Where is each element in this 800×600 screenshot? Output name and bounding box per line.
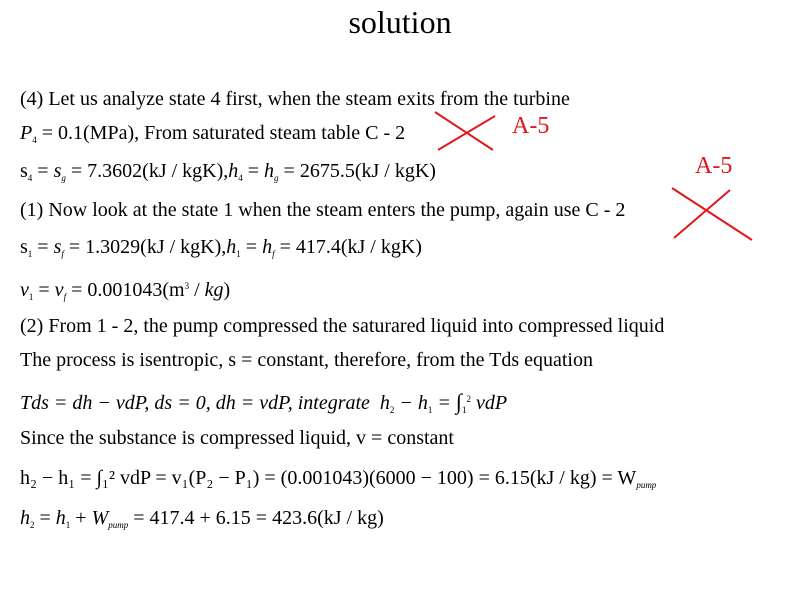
v1-value: 0.001043(m	[87, 279, 185, 301]
h2-result-value: = 417.4 + 6.15 = 423.6(kJ / kg)	[133, 507, 384, 529]
line-state4-intro: (4) Let us analyze state 4 first, when the steam exits from the turbine	[20, 88, 570, 110]
line-v1: $v_1 = v_f = 0.001043(m^3 / kg)$	[20, 279, 231, 302]
line-compressed-liquid: Since the substance is compressed liquid, v = constant	[20, 427, 454, 449]
line-s1-h1: $s_1 = s_f = 1.3029(kJ / kgK),h_1 = h_f = 417.4(kJ / kgK)$	[20, 236, 422, 259]
line-pump-process: (2) From 1 - 2, the pump compressed the saturared liquid into compressed liquid	[20, 315, 665, 337]
s4-value: 7.3602(kJ / kgK),	[87, 160, 229, 182]
line-s4-h4: $s_4 = s_g = 7.3602(kJ / kgK),h_4 = h_g = 2675.5(kJ / kgK)$	[20, 160, 436, 183]
steam-table-text: From saturated steam table	[144, 122, 361, 144]
crossed-table-ref: C - 2	[365, 122, 406, 144]
line-pump-work: h₂ − h₁ = ∫₁² vdP = $v_1(P_2 - P_1) = (0.001043)(6000 - 100) = 6.15(kJ / kg) = W_{pump}$	[20, 467, 657, 490]
s1-value: 1.3029(kJ / kgK),	[85, 236, 227, 258]
line-isentropic: The process is isentropic, s = constant, therefore, from the Tds equation	[20, 349, 593, 371]
state1-text: (1) Now look at the state 1 when the steam enters the pump, again use	[20, 199, 581, 221]
line-state1-intro	[20, 196, 625, 224]
line-h2-result: $h_2 = h_1 + W_{pump} = 417.4 + 6.15 = 423.6(kJ / kg)$	[20, 507, 384, 530]
p4-value: 0.1(MPa),	[58, 122, 140, 144]
annotation-a5-1: A-5	[512, 113, 550, 139]
line-p4: $P_4 = 0.1(MPa)$, From saturated steam table C - 2	[20, 122, 406, 145]
annotation-a5-2: A-5	[695, 153, 733, 179]
h1-value: 417.4(kJ / kgK)	[295, 236, 422, 258]
slide-title: solution	[348, 4, 452, 40]
crossed-table-ref-2: C - 2	[585, 199, 626, 221]
strike-mark-2	[672, 188, 752, 240]
line-tds-equation: Tds = dh − vdP, ds = 0, dh = vdP, integrate $h_2 - h_1 = \int_1^2$ vdP	[20, 389, 508, 415]
h4-value: 2675.5(kJ / kgK)	[299, 160, 436, 182]
strike-mark-1	[435, 112, 495, 152]
pump-work-equation: h₂ − h₁ = ∫₁² vdP = v₁(P₂ − P₁) = (0.001043)(6000 − 100) = 6.15(kJ / kg) = W	[20, 467, 637, 489]
tds-text: Tds = dh − vdP, ds = 0, dh = vdP, integrate	[20, 392, 370, 414]
